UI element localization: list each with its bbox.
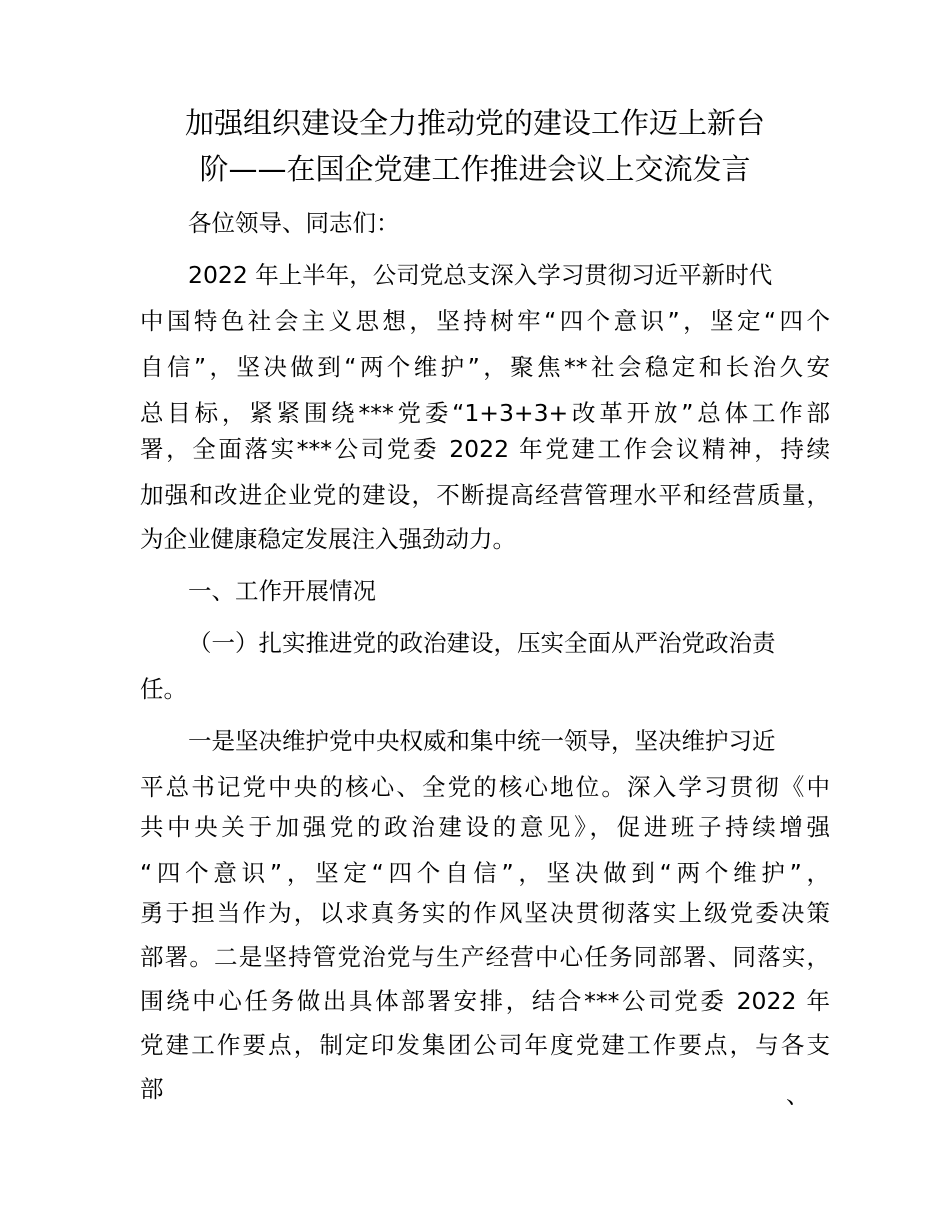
subsection-1-heading-line: 任。 <box>140 675 187 703</box>
paragraph-1-line: 中国特色社会主义思想，坚持树牢“四个意识”，坚定“四个 <box>140 307 830 335</box>
trailing-mark: 、 <box>786 1081 810 1109</box>
subsection-1-heading-line: （一）扎实推进党的政治建设，压实全面从严治党政治责 <box>188 629 776 657</box>
document-title <box>130 100 820 192</box>
paragraph-2-line: 共中央关于加强党的政治建设的意见》，促进班子持续增强 <box>140 813 830 841</box>
paragraph-1-line: 加强和改进企业党的建设，不断提高经营管理水平和经营质量， <box>140 481 830 509</box>
paragraph-2-line: 部署。二是坚持管党治党与生产经营中心任务同部署、同落实， <box>140 943 830 971</box>
paragraph-2-line: 党建工作要点，制定印发集团公司年度党建工作要点，与各支 <box>140 1031 830 1059</box>
paragraph-2-line: 围绕中心任务做出具体部署安排，结合***公司党委 2022 年 <box>140 987 830 1015</box>
paragraph-1-line: 总目标，紧紧围绕***党委“1+3+3+改革开放”总体工作部 <box>140 399 830 427</box>
paragraph-2-line: “四个意识”，坚定“四个自信”，坚决做到“两个维护”， <box>140 859 830 887</box>
paragraph-1-line: 2022 年上半年，公司党总支深入学习贯彻习近平新时代 <box>188 261 773 289</box>
title-line-2: 阶——在国企党建工作推进会议上交流发言 <box>199 152 751 186</box>
paragraph-2-line: 一是坚决维护党中央权威和集中统一领导，坚决维护习近 <box>188 727 776 755</box>
paragraph-1-line: 为企业健康稳定发展注入强劲动力。 <box>140 525 516 553</box>
paragraph-1-line: 自信”，坚决做到“两个维护”，聚焦**社会稳定和长治久安 <box>140 353 830 381</box>
title-line-1: 加强组织建设全力推动党的建设工作迈上新台 <box>184 106 765 140</box>
paragraph-1-line: 署，全面落实***公司党委 2022 年党建工作会议精神，持续 <box>140 435 830 463</box>
paragraph-2-line: 勇于担当作为，以求真务实的作风坚决贯彻落实上级党委决策 <box>140 899 830 927</box>
salutation: 各位领导、同志们： <box>188 209 400 237</box>
paragraph-2-line: 部 <box>140 1075 164 1103</box>
section-1-heading: 一、工作开展情况 <box>188 577 376 605</box>
paragraph-2-line: 平总书记党中央的核心、全党的核心地位。深入学习贯彻《中 <box>140 773 830 801</box>
